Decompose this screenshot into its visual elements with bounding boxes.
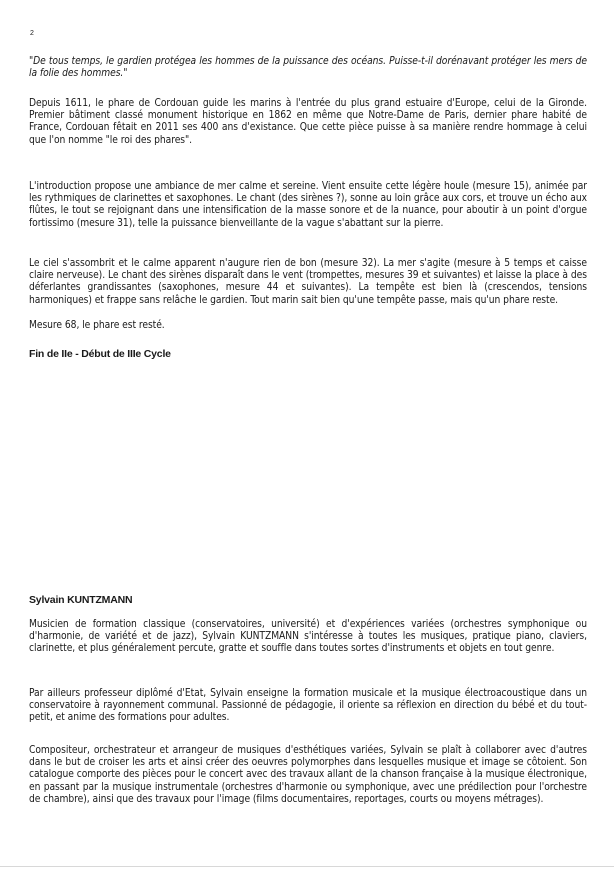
bio-paragraph-2: Par ailleurs professeur diplômé d'Etat, Sylvain enseigne la formation musicale et la musique électroacoustique dans un conservatoire à rayonnement communal. Passionné de pédagogie, il oriente sa réflexion en direction du bébé et du tout-petit, et anime des formations pour adultes. [29, 688, 587, 724]
page-number: 2 [30, 30, 34, 37]
epigraph-quote: "De tous temps, le gardien protégea les hommes de la puissance des océans. Puisse-t-il dorénavant protéger les mers de la folie des hommes." [29, 56, 587, 80]
intro-paragraph: Depuis 1611, le phare de Cordouan guide les marins à l'entrée du plus grand estuaire d'Europe, celui de la Gironde. Premier bâtiment classé monument historique en 1862 en même que Notre-Dame de Paris, dernier phare habité de France, Cordouan fêtait en 2011 ses 400 ans d'existance. Que cette pièce puisse à sa manière rendre hommage à celui que l'on nomme "le roi des phares". [29, 98, 587, 146]
description-paragraph-1: L'introduction propose une ambiance de mer calme et sereine. Vient ensuite cette légère houle (mesure 15), animée par les rythmiques de clarinettes et saxophones. Le chant (des sirènes ?), sonne au loin grâce aux cors, et trouve un écho aux flûtes, le tout se rejoignant dans une intensification de la masse sonore et de la nuance, pour aboutir à un point d'orgue fortissimo (mesure 31), telle la puissance bienveillante de la vague s'abattant sur la pierre. [29, 181, 587, 229]
bio-paragraph-3: Compositeur, orchestrateur et arrangeur de musiques d'esthétiques variées, Sylvain se plaît à collaborer avec d'autres dans le but de croiser les arts et ainsi créer des oeuvres polymorphes dans lesquelles musique et image se côtoient. Son catalogue comporte des pièces pour le concert avec des travaux allant de la chanson française à la musique électronique, en passant par la musique instrumentale (orchestres d'harmonie ou symphonique, avec une prédilection pour l'orchestre de chambre), ainsi que des travaux pour l'image (films documentaires, reportages, courts ou moyens métrages). [29, 745, 587, 805]
bio-paragraph-1: Musicien de formation classique (conservatoires, université) et d'expériences variées (orchestres symphonique ou d'harmonie, de variété et de jazz), Sylvain KUNTZMANN s'intéresse à toutes les musiques, pratique piano, claviers, clarinette, et plus généralement percute, gratte et souffle dans toutes sortes d'instruments et objets en tout genre. [29, 619, 587, 655]
description-paragraph-2: Le ciel s'assombrit et le calme apparent n'augure rien de bon (mesure 32). La mer s'agite (mesure à 5 temps et caisse claire nerveuse). Le chant des sirènes disparaît dans le vent (trompettes, mesures 39 et suivantes) et laisse la place à des déferlantes grandissantes (saxophones, mesure 44 et suivantes). La tempête est bien là (crescendos, tensions harmoniques) et frappe sans relâche le gardien. Tout marin sait bien qu'une tempête passe, mais qu'un phare reste. [29, 258, 587, 306]
composer-name-heading: Sylvain KUNTZMANN [29, 594, 133, 606]
page-bottom-divider [0, 866, 614, 867]
cycle-heading: Fin de IIe - Début de IIIe Cycle [29, 348, 171, 360]
description-paragraph-3: Mesure 68, le phare est resté. [29, 320, 165, 331]
